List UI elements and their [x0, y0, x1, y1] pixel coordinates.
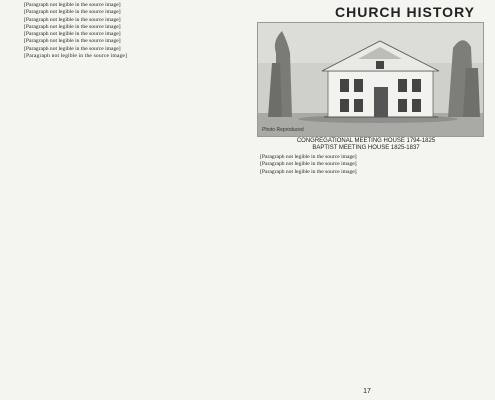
page-number: 17: [363, 388, 371, 395]
meeting-house-illustration: [258, 23, 483, 136]
paragraph: [Paragraph not legible in the source image]: [260, 161, 357, 168]
meeting-house-photo: [257, 22, 484, 137]
caption-line: CONGREGATIONAL MEETING HOUSE 1794-1825: [296, 138, 436, 144]
caption-line: BAPTIST MEETING HOUSE 1825-1837: [312, 145, 420, 151]
page-title: CHURCH HISTORY: [334, 4, 475, 20]
right-text-column: [252, 154, 480, 388]
paragraph: [Paragraph not legible in the source image]: [24, 23, 121, 30]
paragraph: [Paragraph not legible in the source image]: [24, 31, 121, 37]
paragraph: [Paragraph not legible in the source image]: [24, 9, 121, 16]
photo-caption: [252, 138, 480, 152]
left-text-column: [16, 2, 244, 396]
paragraph: [Paragraph not legible in the source image]: [260, 154, 357, 160]
paragraph: [Paragraph not legible in the source image]: [24, 38, 121, 45]
paragraph: [Paragraph not legible in the source image]: [24, 45, 121, 52]
photo-label: Photo Reproduced: [262, 127, 304, 133]
paragraph: [Paragraph not legible in the source image]: [24, 2, 121, 8]
paragraph: [Paragraph not legible in the source image]: [260, 168, 357, 175]
paragraph: [Paragraph not legible in the source image]: [24, 16, 121, 23]
paragraph: [Paragraph not legible in the source image]: [24, 52, 128, 59]
